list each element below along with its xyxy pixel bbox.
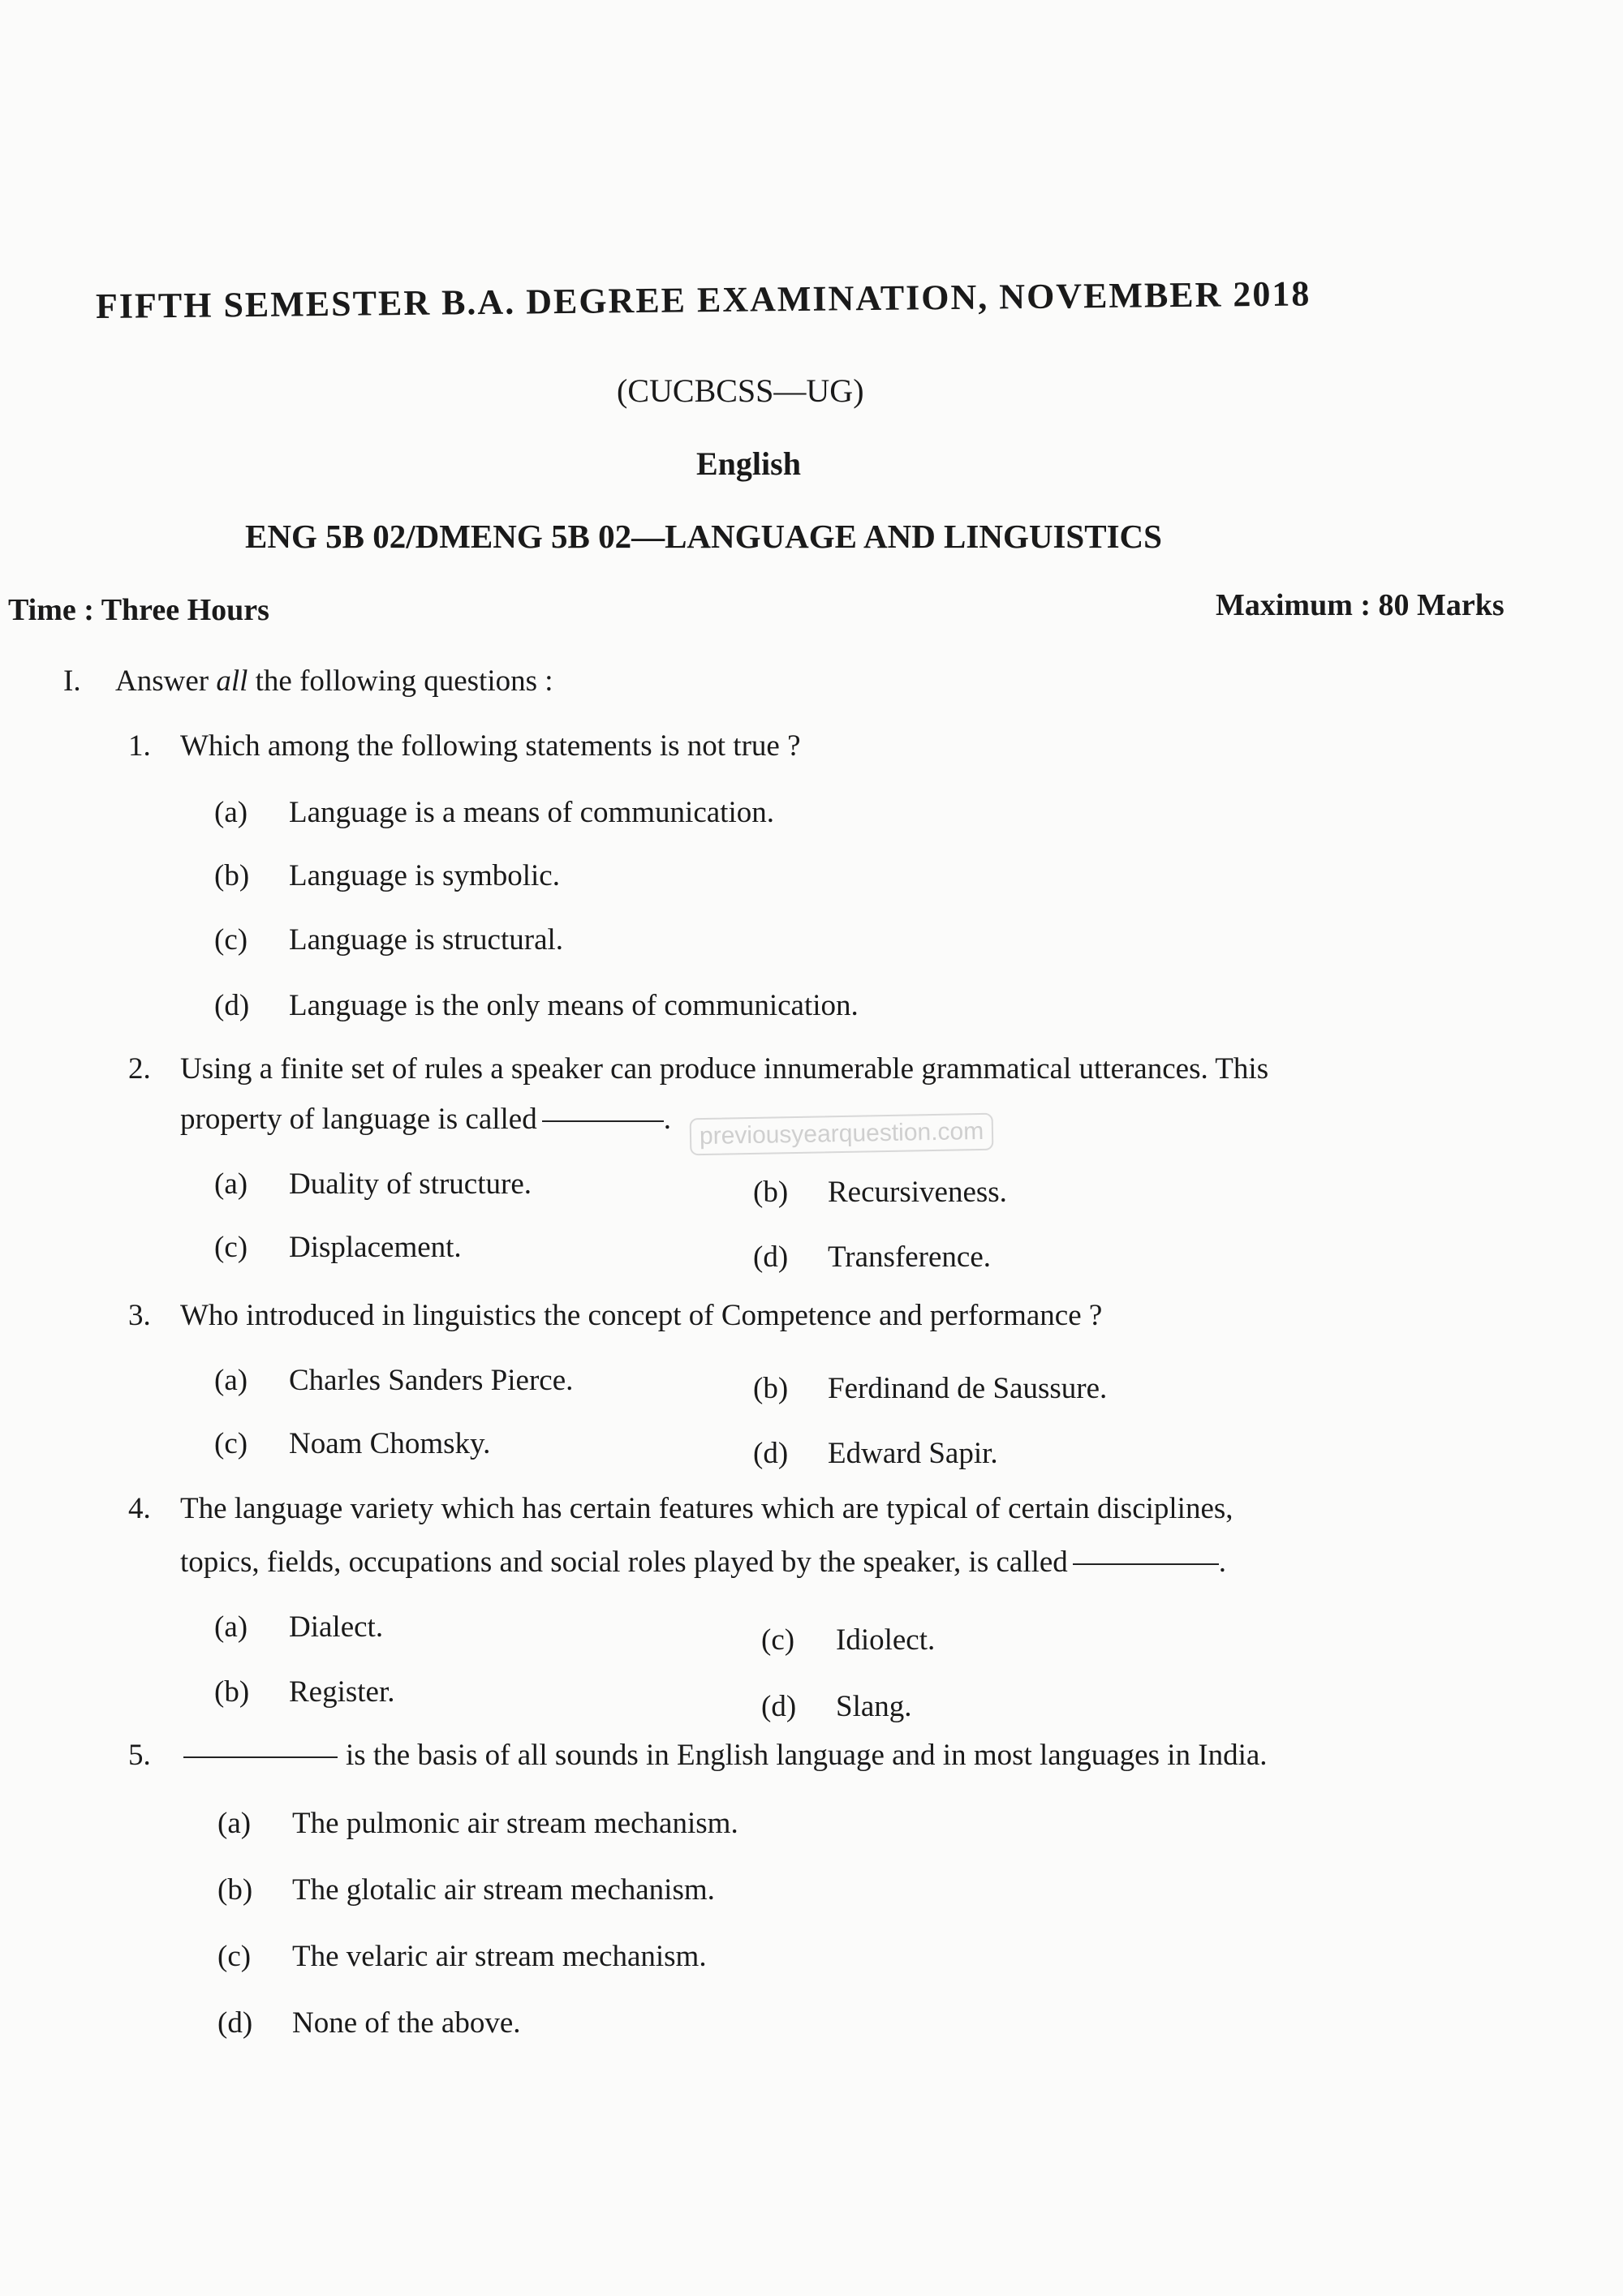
question-text: Who introduced in linguistics the concept of Competence and performance ? xyxy=(180,1299,1103,1332)
option-item: (c) Idiolect. xyxy=(761,1623,936,1657)
option-item: (a) Duality of structure. xyxy=(214,1167,532,1201)
paper-title: ENG 5B 02/DMENG 5B 02—LANGUAGE AND LINGUISTICS xyxy=(245,518,1162,555)
question-4 xyxy=(128,1491,1233,1526)
section-instruction: I. Answer all the following questions : xyxy=(63,664,553,698)
time-allowed: Time : Three Hours xyxy=(8,593,269,627)
option-item: (c) Displacement. xyxy=(214,1231,462,1264)
question-text: Which among the following statements is not true ? xyxy=(180,729,801,763)
option-item: (a) The pulmonic air stream mechanism. xyxy=(217,1807,738,1840)
option-item: (b) Register. xyxy=(214,1675,395,1709)
question-3 xyxy=(128,1298,1102,1333)
question-1 xyxy=(128,729,801,763)
answer-blank xyxy=(183,1756,338,1758)
subject-name: English xyxy=(696,445,801,482)
question-text: is the basis of all sounds in English language and in most languages in India. xyxy=(346,1739,1268,1772)
option-item: (c) Noam Chomsky. xyxy=(214,1427,491,1460)
option-item: (b) The glotalic air stream mechanism. xyxy=(217,1873,715,1907)
option-item: (d) Slang. xyxy=(761,1690,912,1723)
option-item: (a) Dialect. xyxy=(214,1610,384,1644)
answer-blank xyxy=(1073,1563,1219,1565)
option-item: (d) Edward Sapir. xyxy=(753,1437,998,1470)
option-item: (c) The velaric air stream mechanism. xyxy=(217,1940,707,1973)
option-item: (d) Transference. xyxy=(753,1240,992,1274)
question-2 xyxy=(128,1051,1268,1086)
answer-blank xyxy=(542,1120,664,1122)
option-item: (a) Language is a means of communication. xyxy=(214,796,774,829)
question-5 xyxy=(128,1738,1268,1773)
question-number: 5. xyxy=(128,1739,151,1772)
option-item: (b) Ferdinand de Saussure. xyxy=(753,1372,1108,1405)
question-text: The language variety which has certain features which are typical of certain disciplines, xyxy=(180,1492,1233,1525)
question-2-continued: property of language is called . xyxy=(180,1103,671,1136)
question-number: 2. xyxy=(128,1052,151,1086)
question-4-continued: topics, fields, occupations and social roles played by the speaker, is called . xyxy=(180,1546,1227,1579)
maximum-marks: Maximum : 80 Marks xyxy=(1216,588,1505,622)
exam-title: FIFTH SEMESTER B.A. DEGREE EXAMINATION, NOVEMBER 2018 xyxy=(95,273,1311,326)
option-item: (d) Language is the only means of communication. xyxy=(214,989,859,1022)
option-item: (c) Language is structural. xyxy=(214,923,564,957)
question-number: 4. xyxy=(128,1492,151,1525)
scheme-code: (CUCBCSS—UG) xyxy=(617,372,864,409)
question-text: Using a finite set of rules a speaker can produce innumerable grammatical utterances. This xyxy=(180,1052,1269,1086)
option-item: (d) None of the above. xyxy=(217,2006,521,2040)
question-number: 1. xyxy=(128,729,151,763)
question-number: 3. xyxy=(128,1299,151,1332)
watermark-stamp: previousyearquestion.com xyxy=(690,1113,994,1156)
option-item: (a) Charles Sanders Pierce. xyxy=(214,1364,574,1397)
option-item: (b) Language is symbolic. xyxy=(214,859,560,892)
section-number: I. xyxy=(63,664,81,698)
option-item: (b) Recursiveness. xyxy=(753,1176,1007,1209)
